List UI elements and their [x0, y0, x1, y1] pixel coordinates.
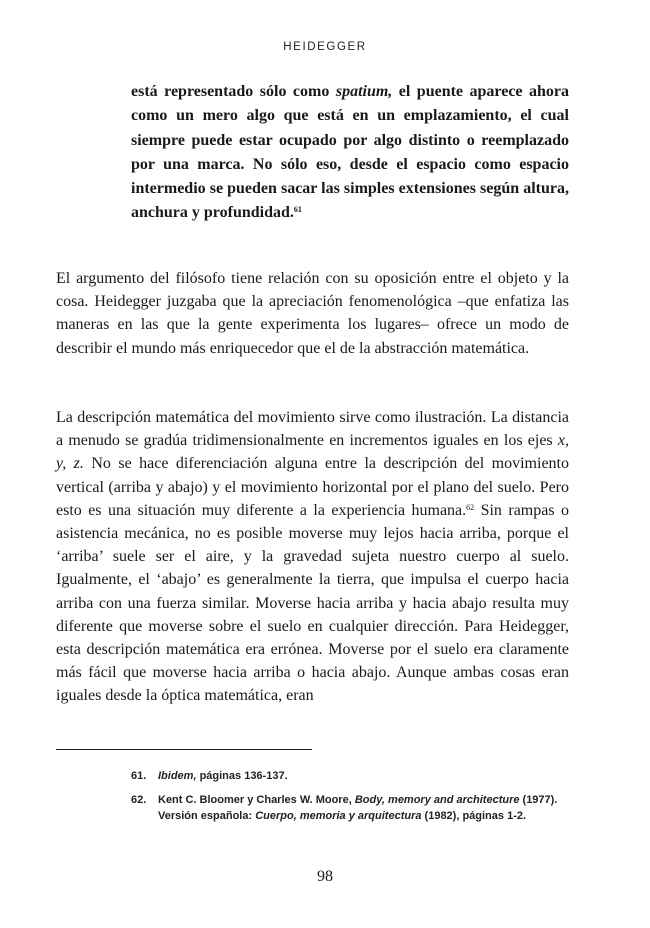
paragraph-text: La descripción matemática del movimiento sirve como ilustración. La distancia a menudo se gradúa tridimensionalmente en incrementos iguales en los ejes	[56, 409, 569, 450]
footnote-plain: páginas 136-137.	[196, 770, 288, 782]
footnote-ref-61[interactable]: 61	[293, 205, 302, 215]
page-number: 98	[317, 868, 333, 885]
footnote-plain: (1982), páginas 1-2.	[421, 810, 527, 822]
quote-text: el puente aparece ahora como un mero algo que está en un emplazamiento, el cual siempre puede estar ocupado por algo distinto o reemplazado por una marca. No sólo eso, desde el espacio como espacio intermedio se pueden sacar las simples extensiones según altura, anchura y profundidad.	[131, 83, 569, 222]
footnote-61	[131, 768, 571, 785]
footnote-text	[158, 768, 571, 785]
axes-italic: x, y, z.	[56, 432, 569, 473]
quote-text: está representado sólo como	[131, 83, 336, 100]
footnote-text	[158, 792, 571, 825]
footnote-separator	[56, 749, 312, 750]
footnote-italic: Body, memory and architecture	[354, 793, 520, 806]
running-head: HEIDEGGER	[283, 41, 367, 53]
body-paragraph-2	[56, 406, 569, 708]
footnote-plain: Kent C. Bloomer y Charles W. Moore,	[158, 793, 355, 806]
footnote-62	[131, 792, 571, 825]
footnote-number: 62.	[131, 793, 147, 806]
footnote-italic: Cuerpo, memoria y arquitectura	[255, 810, 422, 822]
footnote-italic: Ibidem,	[158, 770, 197, 782]
body-paragraph-1: El argumento del filósofo tiene relación con su oposición entre el objeto y la cosa. Heidegger juzgaba que la apreciación fenomenológica –que enfatiza las maneras en las que la gente experimenta los lugares– ofrece un modo de describir el mundo más enriquecedor que el de la abstracción matemática.	[56, 270, 569, 357]
quote-italic-term: spatium,	[335, 83, 393, 100]
paragraph-text: No se hace diferenciación alguna entre la descripción del movimiento vertical (arriba y abajo) y el movimiento horizontal por el plano del suelo. Pero esto es una situación muy diferente a la experiencia humana.	[56, 455, 569, 519]
footnotes	[131, 768, 571, 832]
footnote-ref-62[interactable]: 62	[466, 502, 475, 512]
block-quote	[131, 80, 569, 226]
paragraph-text: Sin rampas o asistencia mecánica, no es posible moverse muy lejos hacia arriba, porque el ‘arriba’ suele ser el aire, y la gravedad sujeta nuestro cuerpo al suelo. Igualmente, el ‘abajo’ es generalmente la tierra, que impulsa el cuerpo hacia arriba con una fuerza similar. Moverse hacia arriba y hacia abajo resulta muy diferente que moverse sobre el suelo en cualquier dirección. Para Heidegger, esta descripción matemática era errónea. Moverse por el suelo era claramente más fácil que moverse hacia arriba o hacia abajo. Aunque ambas cosas eran iguales desde la óptica matemática, eran	[56, 501, 569, 705]
footnote-plain: (1977). Versión española:	[158, 793, 558, 822]
footnote-number: 61.	[131, 770, 147, 782]
